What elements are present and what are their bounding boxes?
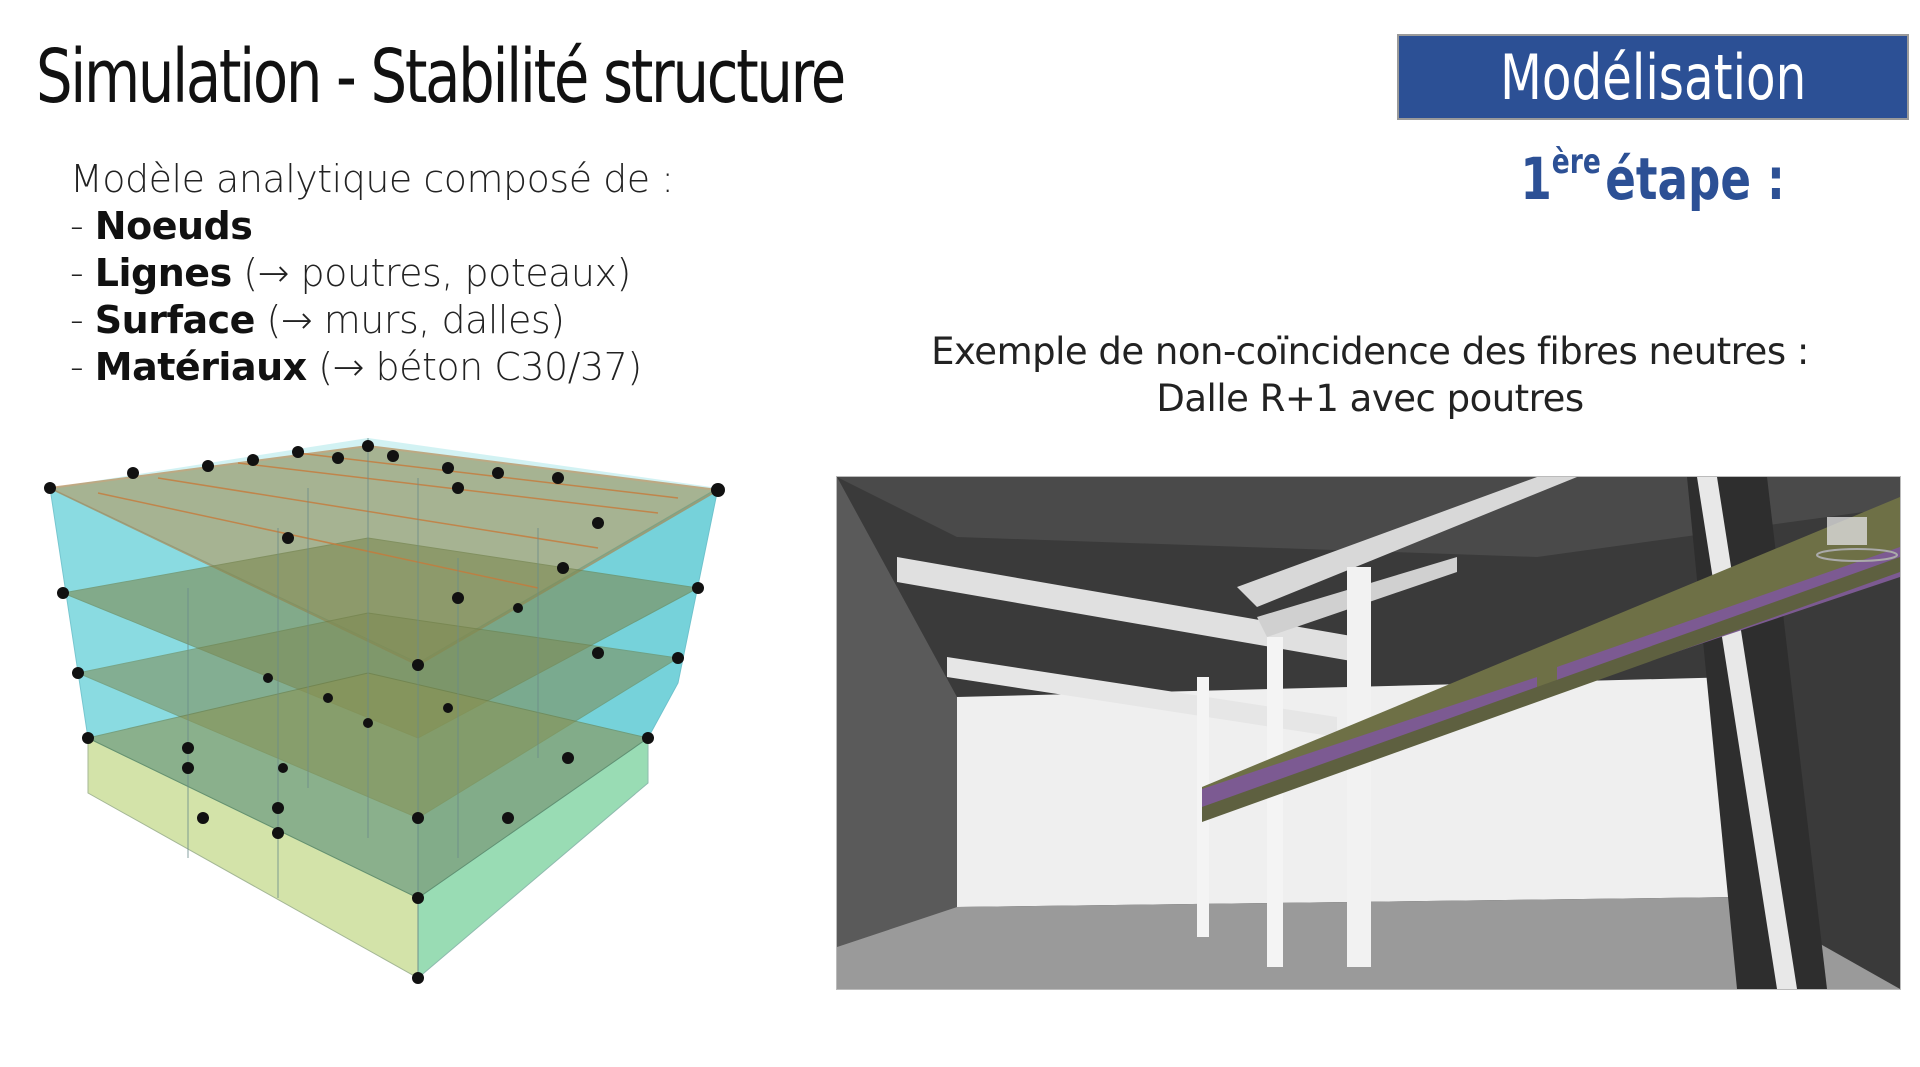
section-tag-label: Modélisation xyxy=(1499,40,1807,114)
list-dash: - xyxy=(70,251,95,295)
list-term: Surface xyxy=(94,298,255,342)
list-term: Lignes xyxy=(94,251,232,295)
composition-intro: Modèle analytique composé de : xyxy=(70,157,674,201)
step-word: étape : xyxy=(1605,145,1786,213)
list-item xyxy=(70,250,674,297)
list-detail: (→ poutres, poteaux) xyxy=(231,251,631,295)
list-dash: - xyxy=(70,298,95,342)
list-term: Noeuds xyxy=(94,204,253,248)
slab-render-image xyxy=(836,476,1901,990)
list-detail: (→ béton C30/37) xyxy=(306,345,642,389)
step-number: 1 xyxy=(1520,145,1553,213)
list-item xyxy=(70,297,674,344)
slide-title: Simulation - Stabilité structure xyxy=(36,34,844,120)
list-item xyxy=(70,344,674,391)
analytical-model-image xyxy=(38,438,738,998)
list-dash: - xyxy=(70,204,95,248)
section-tag xyxy=(1397,34,1909,120)
list-dash: - xyxy=(70,345,95,389)
caption-line-2: Dalle R+1 avec poutres xyxy=(1156,377,1584,420)
list-detail: (→ murs, dalles) xyxy=(254,298,565,342)
step-heading xyxy=(1397,142,1909,213)
example-caption xyxy=(900,328,1840,422)
composition-list xyxy=(70,156,674,391)
caption-line-1: Exemple de non-coïncidence des fibres neutres : xyxy=(931,330,1809,373)
marker-box xyxy=(1827,517,1867,545)
column-2 xyxy=(1267,637,1283,967)
list-item xyxy=(70,203,674,250)
step-superscript: ère xyxy=(1552,142,1602,182)
list-term: Matériaux xyxy=(94,345,307,389)
